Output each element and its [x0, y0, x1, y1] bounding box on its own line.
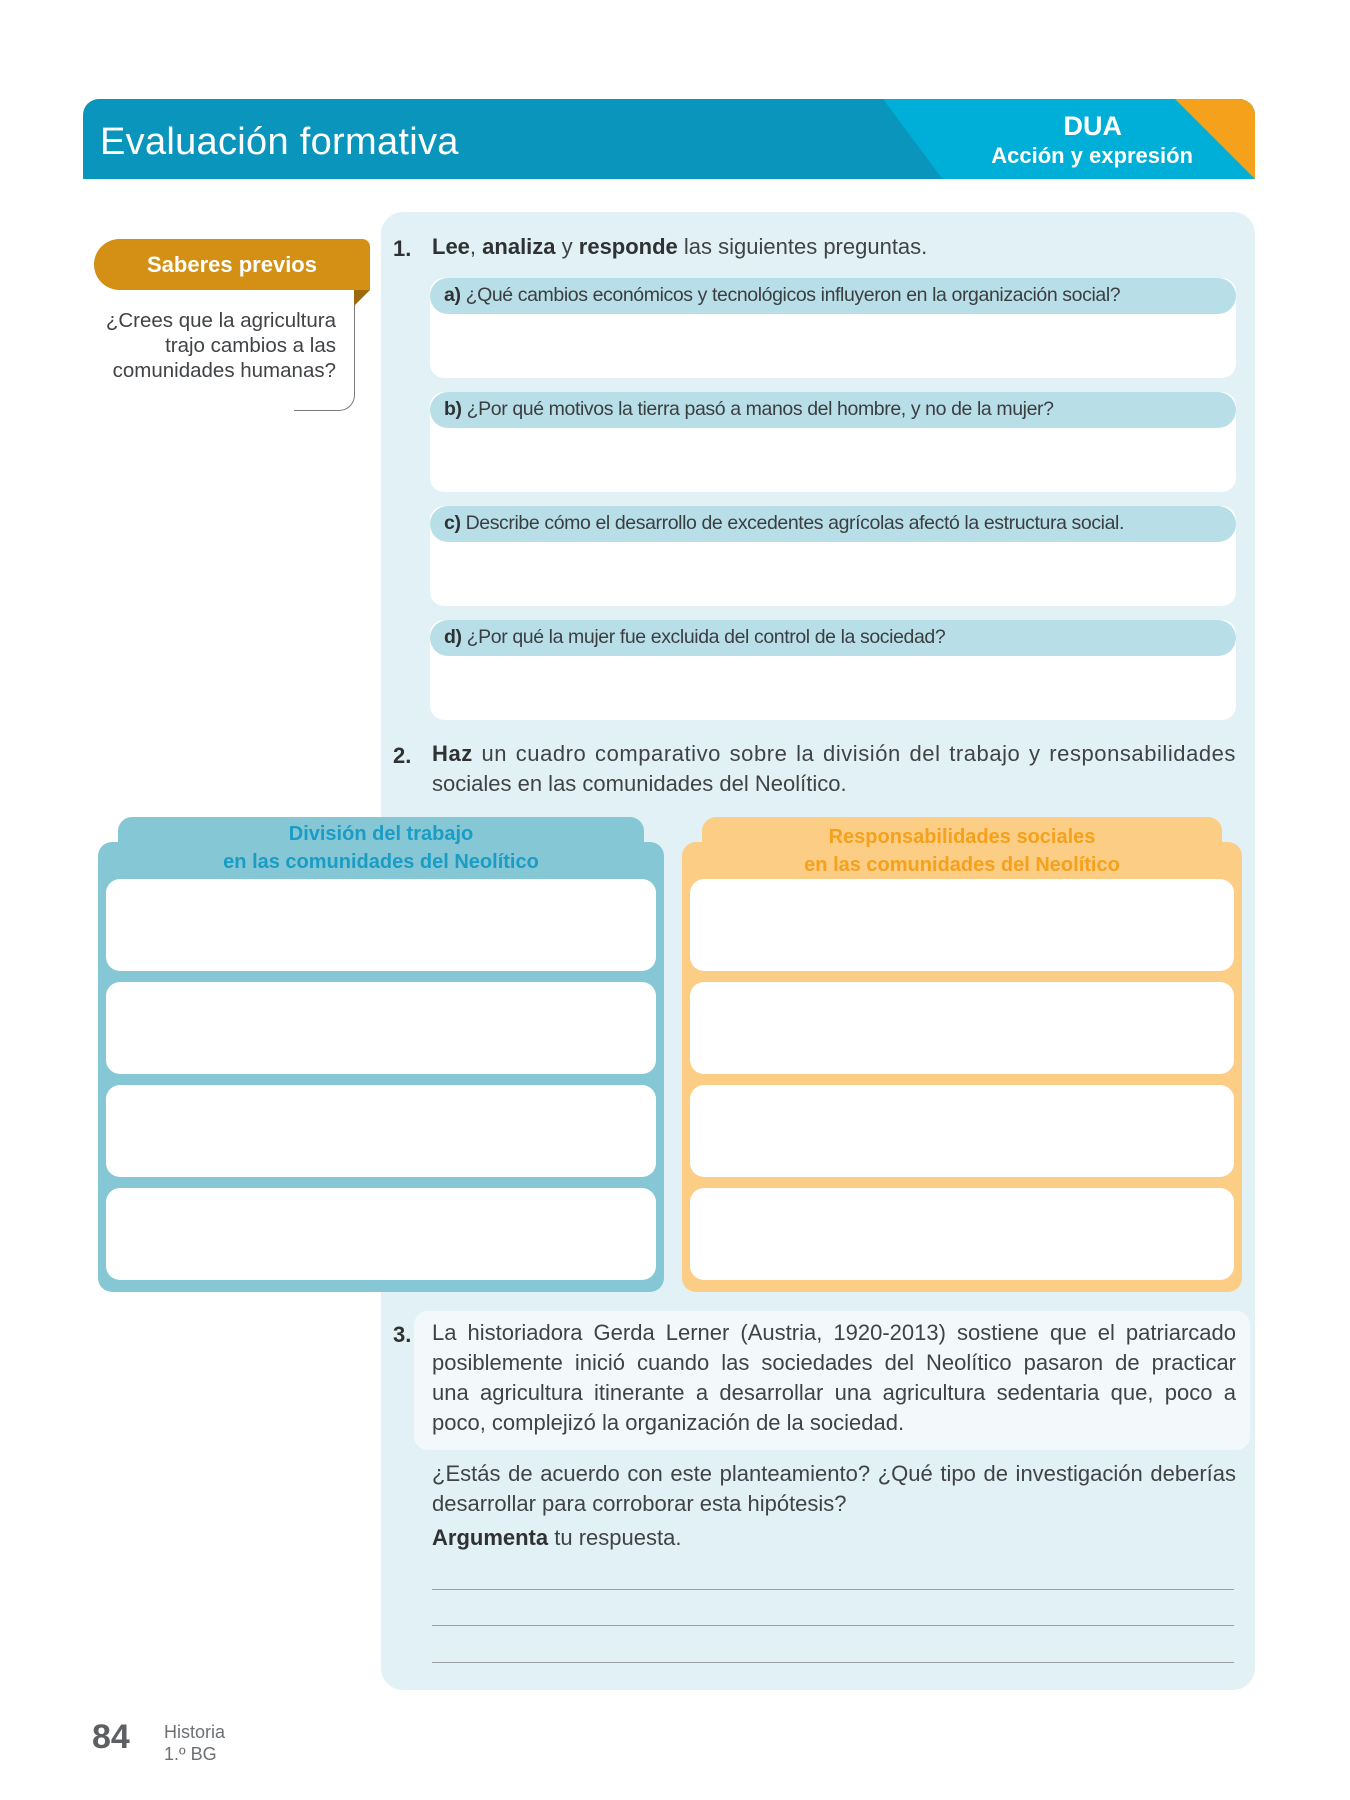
footer-grade: 1.º BG [164, 1744, 217, 1764]
responsabilidades-cell[interactable] [690, 982, 1234, 1074]
instruction-text: las siguientes preguntas. [677, 234, 928, 259]
responsabilidades-cell[interactable] [690, 879, 1234, 971]
table-heading-line: Responsabilidades sociales [828, 826, 1096, 848]
question-c [444, 512, 1124, 535]
instruction-text: tu respuesta. [548, 1525, 682, 1550]
question-letter: b) [444, 398, 462, 420]
responsabilidades-table [682, 842, 1242, 1292]
answer-line[interactable] [432, 1589, 1234, 1590]
question-letter: d) [444, 626, 462, 648]
answer-line[interactable] [432, 1662, 1234, 1663]
footer-subject: Historia [164, 1722, 226, 1742]
saberes-previos-label: Saberes previos [147, 252, 317, 277]
quote-line: una agricultura itinerante a desarrollar una agricultura sedentaria que, poco a [432, 1380, 1236, 1405]
item1-instruction [432, 232, 927, 262]
dua-title: DUA [1063, 111, 1122, 141]
item-number-3: 3. [393, 1322, 412, 1347]
item2-instruction-line2: sociales en las comunidades del Neolítico. [432, 771, 847, 796]
question-text: ¿Por qué motivos la tierra pasó a manos del hombre, y no de la mujer? [466, 398, 1054, 420]
item-number-1: 1. [393, 236, 412, 261]
table-heading-line: en las comunidades del Neolítico [223, 851, 539, 873]
instruction-verb: Argumenta [432, 1525, 549, 1550]
saberes-previos-tab [94, 239, 370, 290]
division-trabajo-cell[interactable] [106, 879, 656, 971]
question-bar-b [430, 392, 1236, 428]
instruction-verb: responde [578, 234, 678, 259]
division-trabajo-table [98, 842, 664, 1292]
question-letter: a) [444, 284, 461, 306]
saberes-previos-line: ¿Crees que la agricultura [105, 309, 336, 332]
question-bar-c [430, 506, 1236, 542]
question-bar-a [430, 278, 1236, 314]
instruction-sep: , [469, 234, 483, 259]
responsabilidades-cell[interactable] [690, 1085, 1234, 1177]
section-title: Evaluación formativa [100, 121, 459, 163]
question-text: Describe cómo el desarrollo de excedentes agrícolas afectó la estructura social. [465, 512, 1125, 534]
section-header [83, 99, 1255, 179]
responsabilidades-heading [702, 823, 1222, 879]
division-trabajo-cell[interactable] [106, 1085, 656, 1177]
question-text: ¿Por qué la mujer fue excluida del control de la sociedad? [466, 626, 946, 648]
quote-text [432, 1318, 1236, 1438]
question-line: desarrollar para corroborar esta hipótesis? [432, 1491, 847, 1516]
question-text: ¿Qué cambios económicos y tecnológicos influyeron en la organización social? [465, 284, 1121, 306]
saberes-previos-line: trajo cambios a las [165, 334, 336, 357]
quote-line: poco, complejizó la organización de la sociedad. [432, 1410, 905, 1435]
item-number-2: 2. [393, 743, 412, 768]
question-d [444, 626, 945, 649]
quote-line: La historiadora Gerda Lerner (Austria, 1920-2013) sostiene que el patriarcado [432, 1320, 1236, 1345]
instruction-text: un cuadro comparativo sobre la división del trabajo y responsabilidades [472, 741, 1236, 766]
page-number: 84 [92, 1718, 130, 1756]
instruction-verb: analiza [482, 234, 556, 259]
question-b [444, 398, 1054, 421]
dua-subtitle: Acción y expresión [991, 143, 1193, 168]
item3-question [432, 1459, 1236, 1519]
quote-line: posiblemente inició cuando las sociedades del Neolítico pasaron de practicar [432, 1350, 1236, 1375]
answer-line[interactable] [432, 1625, 1234, 1626]
saberes-previos-fold [354, 290, 370, 306]
division-trabajo-cell[interactable] [106, 982, 656, 1074]
instruction-verb: Haz [432, 741, 473, 766]
item3-argument [432, 1523, 681, 1553]
responsabilidades-cell[interactable] [690, 1188, 1234, 1280]
division-trabajo-heading [118, 820, 644, 876]
instruction-verb: Lee [432, 234, 470, 259]
saberes-previos-question [94, 308, 336, 383]
question-line: ¿Estás de acuerdo con este planteamiento? ¿Qué tipo de investigación deberías [432, 1461, 1236, 1486]
instruction-sep: y [555, 234, 579, 259]
question-bar-d [430, 620, 1236, 656]
table-heading-line: División del trabajo [288, 823, 474, 845]
question-a [444, 284, 1120, 307]
table-heading-line: en las comunidades del Neolítico [804, 854, 1120, 876]
division-trabajo-cell[interactable] [106, 1188, 656, 1280]
saberes-previos-line: comunidades humanas? [112, 359, 336, 382]
item2-instruction-line1 [432, 739, 1236, 769]
question-letter: c) [444, 512, 461, 534]
